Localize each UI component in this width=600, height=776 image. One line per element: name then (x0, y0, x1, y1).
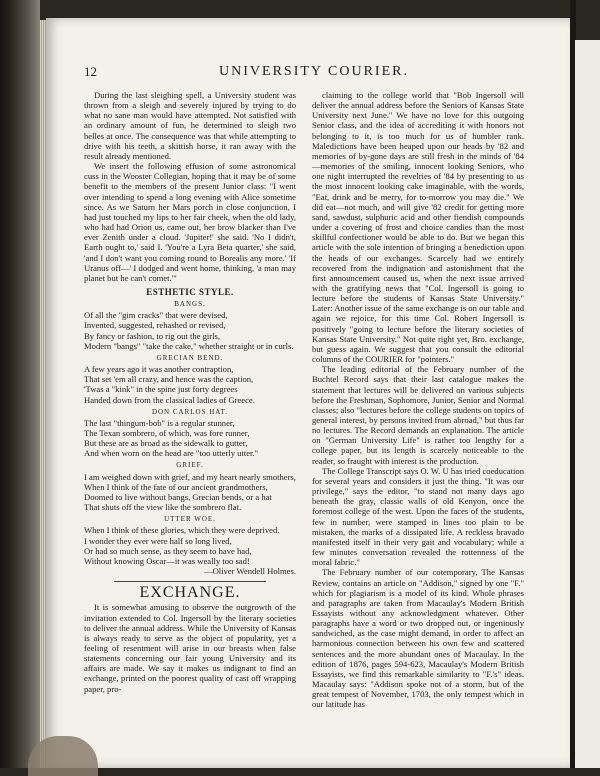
exchange-heading: EXCHANGE. (139, 584, 241, 602)
grief-verse (84, 472, 296, 513)
verse-line: Or had so much sense, as they seem to have had, (84, 545, 252, 556)
buchtel-record-paragraph: The leading editorial of the February number of the Buchtel Record says that their last catalogue makes the statement that lectures will be delivered on various subjects before the Freshman, Sophomore, Junior, Senior and Normal classes; also "lectures before the college students on topics of general interest, by persons invited from abroad," but thus far no lectures. The Record demands an explanation. The article on "German University Life" is rather too lengthy for a college paper, but its length is scarcely noticeable to the reader, so fraught with interest is the production. (312, 364, 524, 466)
verse-line: When I think of these glories, which they were deprived. (84, 525, 280, 536)
verse-line: That shuts off the view like the sombrero flat. (84, 502, 242, 513)
section-divider (114, 581, 266, 582)
verse-line: Invented, suggested, rehashed or revised, (84, 320, 226, 331)
verse-line: Handed down from the classical ladies of Greece. (84, 394, 255, 405)
verse-line: When I think of the fate of our ancient grandmothers, (84, 481, 268, 492)
verse-line: Modern "bangs" "take the cake," whether straight or in curls. (84, 340, 294, 351)
verse-line: But these are as broad as the sidewalk to gutter, (84, 438, 248, 449)
college-transcript-paragraph: The College Transcript says O. W. U has tried coeducation for several years and considers it just the thing. "It was our privilege," says the editor, "to stand not many days ago beneath the gray, classic walls of old Kenyon, once the foremost college of the west. Upon the faces of the students, few in number, were stamped in lines too plain to be mistaken, the marks of a dissipated life. A reckless bravado manifested itself in their very gait and vocabulary; while a few minutes conversation revealed the rottenness of the moral fabric." (312, 465, 524, 568)
verse-line: The Texan sombrero, of which, was fore runner, (84, 428, 250, 438)
astronomy-paragraph: We insert the following effusion of some astronomical cuss in the Wooster Collegian, hoping that it may be of some benefit to the members of the present Junior class: "I went over intending to spend a long evening with Alice sometime since. As we Saturn her Mars porch in close conjunction, I had just touched my lips to her fair cheek, when the old lady, who had had Orion us, came out, her brow blacker than I've ever Zenith under a cloud. 'Jupiter!' she said. 'No I didn't, Earth ought to,' said I. 'You're a Lyra Beta quarter,' she said, 'and I don't want you coming round to Borealis any more.' 'If Uranus off—' I dodged and went home, thinking, 'a man may planet but he can't comet.'" (84, 161, 296, 283)
kansas-review-paragraph: The February number of our cotemporary, The Kansas Review, contains an article on "Addison," signed by one "F." which for plagiarism is a model of its kind. Whole phrases and paragraphs are taken from Macaulay's Modern British Essayists without any acknowledgment whatever. Other paragraphs have a word or two dropped out, or ingeniously sandwiched, as the case might demand, in order to affect an harmonious connection between his own few and scattered sentences and the more abundant ones of Macaulay. In the edition of 1876, pages 594-623, Macaulay's Modern British Essayists, we find this remarkable similarity to "F.'s" ideas. Macaulay says: "Addison spoke not of a storm, but of the great tempest of November, 1703, the only tempest which in our latitude has (312, 567, 524, 710)
running-title: UNIVERSITY COURIER. (219, 64, 409, 79)
ingersoll-paragraph: claiming to the college world that "Bob Ingersoll will deliver the annual address before the Seniors of Kansas State University next June." We have no love for this outgoing Senior class, and the idea of accrediting it with honors not belonging to it, is too much for us of humbler rank. Maledictions have been heaped upon our heads by '82 and memories of by-gone days are still fresh in the minds of '84—memories of the smiling, innocent looking Seniors, who one night interrupted the revelries of '84 by presenting to us the most innocent looking cake imaginable, with the words, "Eat, drink and be merry, for to-morrow you may die." We did eat—not much, and will give '82 credit for getting more sand, sawdust, sulphuric acid and other fiendish compounds under a covering of frost and choice candies than the most skillful confectioner would be able to do. But we began this article with the sole intention of bringing a benediction upon the heads of our exchanges. Scarcely had we entirely recovered from the indignation and astonishment that the first announcement caused us, when the next issue arrived with the gratifying news that "Col. Ingersoll is going to lecture before the students of Kansas State University." Later: Another issue of the same exchange is on our table and again we rejoice, for this time Col. Robert Ingersoll is positively "going to lecture before the literary societies of Kansas State University." Not quite right yet, Bro. exchange, but guess again. We suggest that you consult the editorial columns of the COURIER for "pointers." (312, 90, 524, 365)
don-carlos-verse (84, 418, 296, 459)
verse-line: A few years ago it was another contraption, (84, 364, 234, 375)
verse-line: Doomed to live without bangs, Grecian bends, or a hat (84, 491, 272, 502)
bangs-verse (84, 310, 296, 351)
verse-line: And when worn on the head are "too utterly utter." (84, 448, 259, 459)
verse-line: Of all the "gim cracks" that were devised, (84, 310, 228, 321)
verse-line: Without knowing Oscar—it was weally too sad! (84, 555, 250, 566)
page-number: 12 (84, 64, 97, 79)
utter-woe-heading: UTTER WOE. (164, 515, 216, 524)
utter-woe-verse (84, 525, 296, 566)
verse-line: That set 'em all crazy, and hence was the caption, (84, 374, 254, 385)
grecian-verse (84, 364, 296, 405)
verse-line: 'Twas a "kink" in the spine just forty degrees (84, 384, 238, 395)
verse-line: The last "thingum-bob" is a regular stunner, (84, 417, 235, 428)
verse-line: By fancy or fashion, to rig out the girls, (84, 330, 221, 341)
verse-line: I am weighed down with grief, and my heart nearly smothers, (84, 471, 296, 482)
grecian-bend-heading: GRECIAN BEND. (156, 353, 224, 362)
sleigh-paragraph: During the last sleighing spell, a University student was thrown from a sleigh and severely injured by trying to do what no sane man would have attempted. Not satisfied with an ordinary amount of fun, he determined to sleigh two belles at once. The consequence was that while attempting to drive with his teeth, a skittish horse, it ran away with the result already mentioned. (84, 90, 296, 161)
page-header (84, 64, 544, 80)
left-column (84, 90, 296, 694)
book-spine (0, 0, 40, 768)
don-carlos-heading: DON CARLOS HAT. (151, 407, 229, 416)
exchange-paragraph: It is somewhat amusing to observe the outgrowth of the invitation extended to Col. Ingersoll by the literary societies to deliver the annual address. While the University of Kansas is always ready to serve as the object of popularity, yet a feeling of resentment will arise in our breasts when false statements concerning our fair young University and its affairs are made. We say it makes us indignant to find an exchange, printed on the poorest quality of cast off wrapping paper, pro- (84, 602, 296, 694)
right-column (312, 90, 524, 710)
poem-signature: —Oliver Wendell Holmes. (204, 566, 296, 577)
verse-line: I wonder they ever were half so long lived, (84, 535, 232, 546)
grief-heading: GRIEF. (176, 461, 204, 470)
next-page-edge (575, 40, 600, 768)
bangs-heading: BANGS. (174, 300, 206, 309)
esthetic-style-heading: ESTHETIC STYLE. (146, 286, 234, 297)
